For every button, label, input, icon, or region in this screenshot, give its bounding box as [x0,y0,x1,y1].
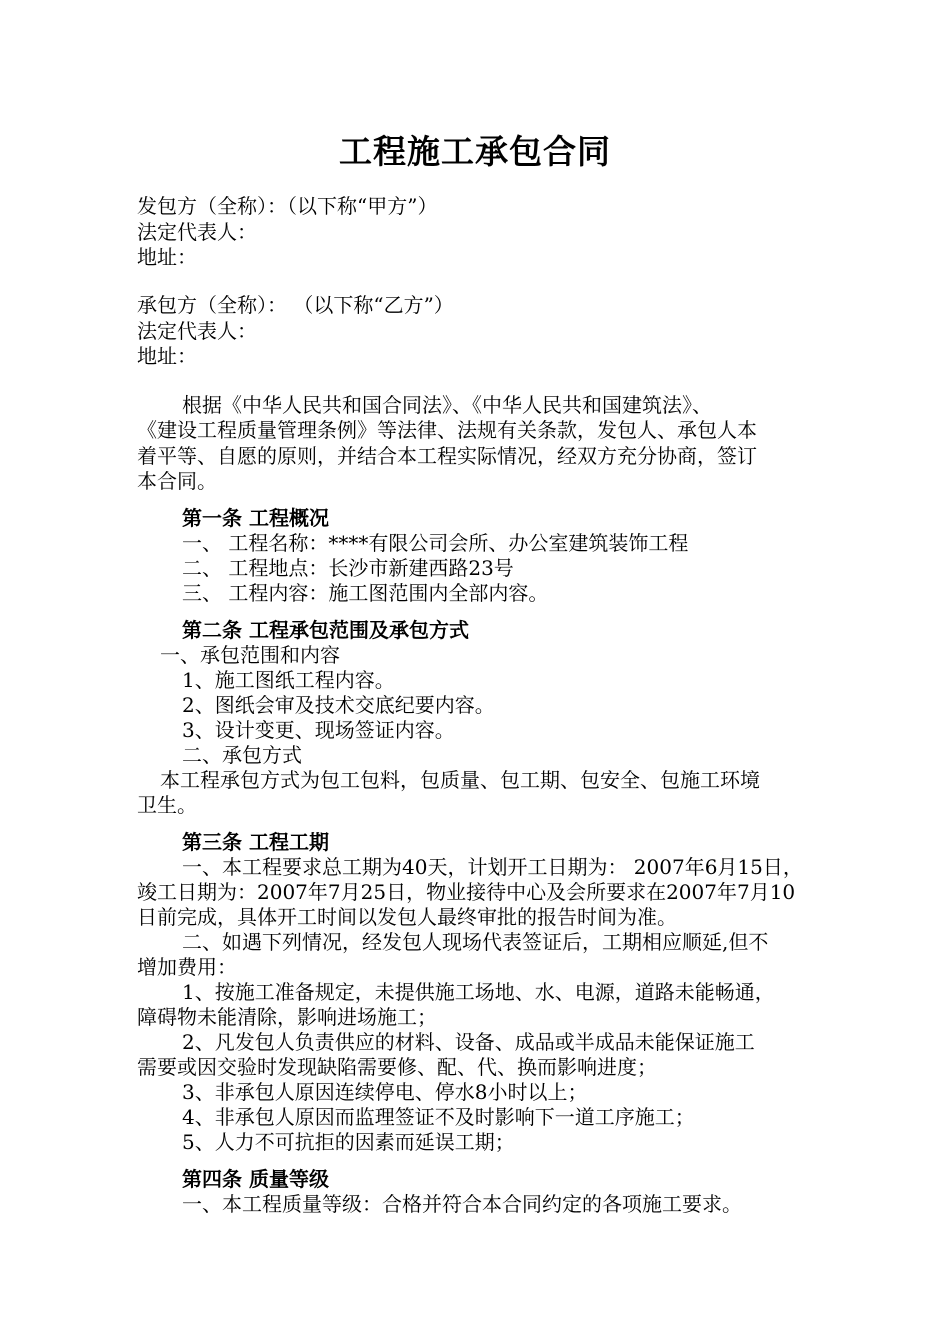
article-4-text: 一、本工程质量等级：合格并符合本合同约定的各项施工要求。 [182,1192,742,1216]
article-1-item: 三、 工程内容：施工图范围内全部内容。 [182,581,549,605]
article-3-text: 二、如遇下列情况，经发包人现场代表签证后，工期相应顺延,但不 [182,930,769,954]
party-a-representative: 法定代表人： [137,220,257,244]
party-b-address: 地址： [137,344,197,368]
article-2-item: 1、施工图纸工程内容。 [182,668,395,692]
article-2-text: 本工程承包方式为包工包料，包质量、包工期、包安全、包施工环境 [160,768,760,792]
party-a-address: 地址： [137,245,197,269]
article-2-subheading: 一、承包范围和内容 [160,643,340,667]
article-3-condition: 1、按施工准备规定，未提供施工场地、水、电源，道路未能畅通， [182,980,775,1004]
article-2-item: 3、设计变更、现场签证内容。 [182,718,455,742]
preamble-line: 《建设工程质量管理条例》等法律、法规有关条款，发包人、承包人本 [137,418,757,442]
article-3-condition: 3、非承包人原因连续停电、停水8小时以上； [182,1080,588,1104]
preamble-line: 本合同。 [137,469,217,493]
article-3-condition: 5、人力不可抗拒的因素而延误工期； [182,1130,515,1154]
party-a-name: 发包方（全称）：（以下称“甲方”） [137,194,438,218]
party-b-representative: 法定代表人： [137,319,257,343]
article-3-condition: 2、凡发包人负责供应的材料、设备、成品或半成品未能保证施工 [182,1030,755,1054]
article-3-condition: 需要或因交验时发现缺陷需要修、配、代、换而影响进度； [137,1055,657,1079]
article-3-text: 竣工日期为：2007年7月25日，物业接待中心及会所要求在2007年7月10 [137,880,796,904]
preamble-line: 着平等、自愿的原则，并结合本工程实际情况，经双方充分协商，签订 [137,444,757,468]
article-3-text: 增加费用： [137,955,237,979]
article-1-item: 二、 工程地点：长沙市新建西路23号 [182,556,514,580]
article-1-heading: 第一条 工程概况 [182,506,329,530]
article-2-subheading: 二、承包方式 [182,743,302,767]
article-2-text: 卫生。 [137,793,197,817]
party-b-name: 承包方（全称）： （以下称“乙方”） [137,293,454,317]
article-3-heading: 第三条 工程工期 [182,830,329,854]
article-4-heading: 第四条 质量等级 [182,1167,329,1191]
article-3-text: 日前完成，具体开工时间以发包人最终审批的报告时间为准。 [137,905,677,929]
document-title: 工程施工承包合同 [339,132,611,171]
preamble-line: 根据《中华人民共和国合同法》、《中华人民共和国建筑法》、 [182,393,712,417]
article-3-text: 一、本工程要求总工期为40天，计划开工日期为： 2007年6月15日， [182,855,803,879]
article-1-item: 一、 工程名称：****有限公司会所、办公室建筑装饰工程 [182,531,689,555]
article-2-item: 2、图纸会审及技术交底纪要内容。 [182,693,495,717]
article-3-condition: 4、非承包人原因而监理签证不及时影响下一道工序施工； [182,1105,695,1129]
article-2-heading: 第二条 工程承包范围及承包方式 [182,618,469,642]
article-3-condition: 障碍物未能清除，影响进场施工； [137,1005,437,1029]
